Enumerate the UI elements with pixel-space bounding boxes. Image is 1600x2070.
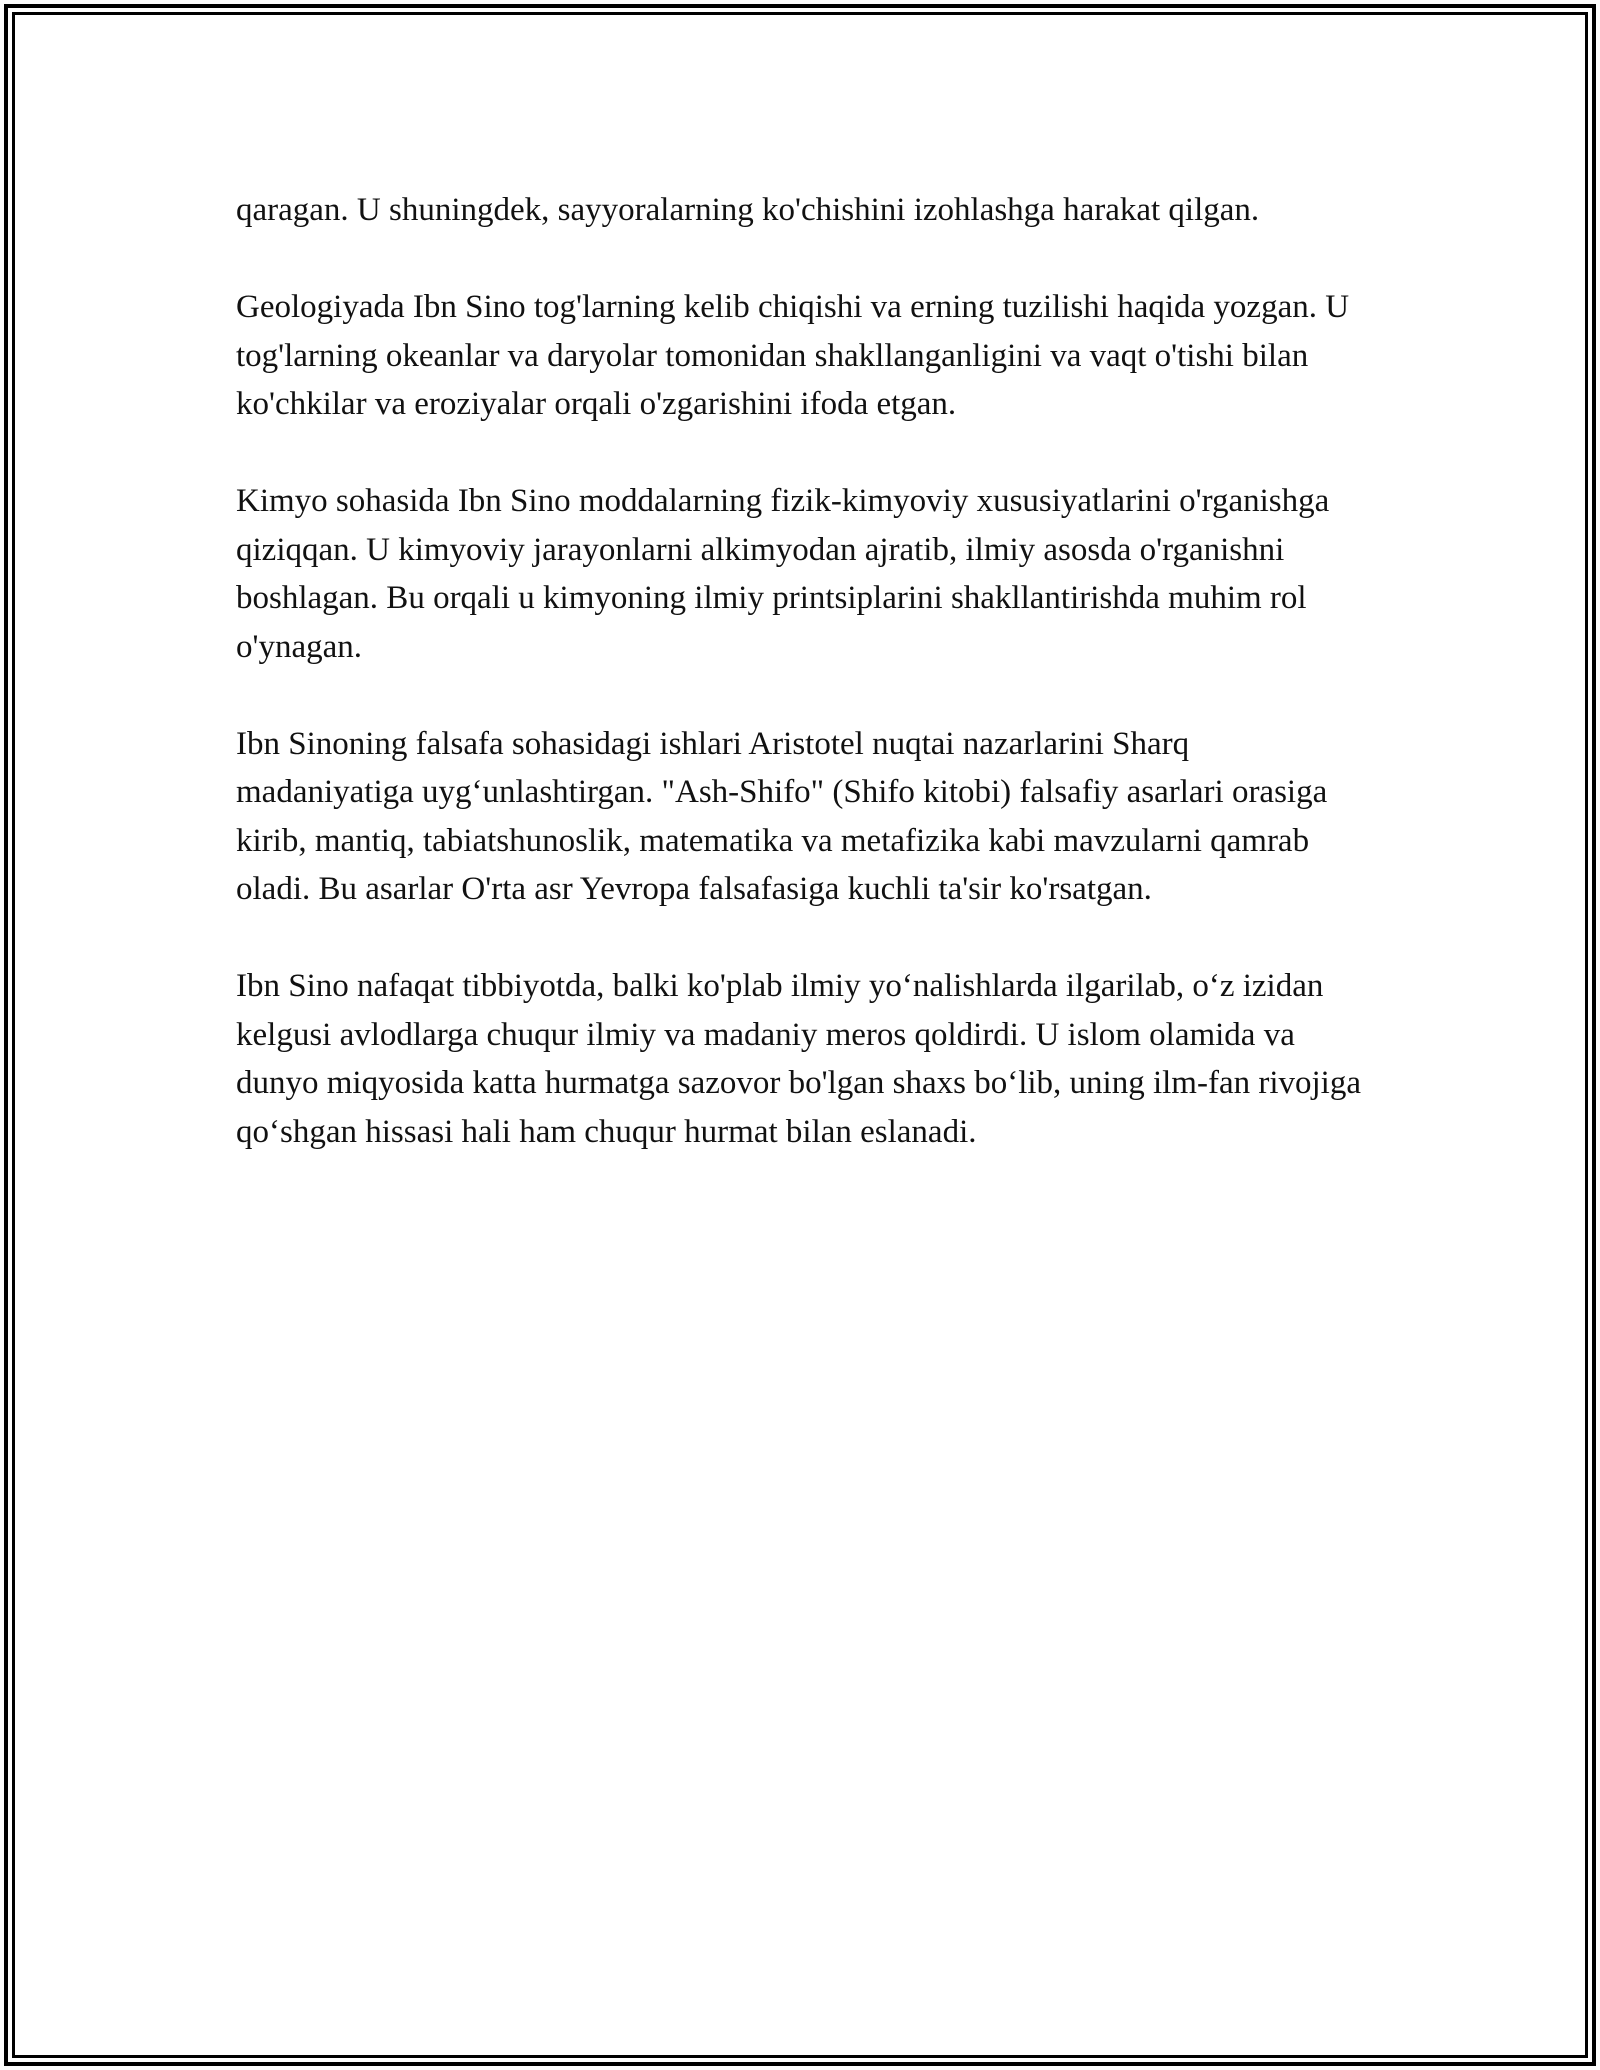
document-body — [236, 186, 1366, 1205]
paragraph-legacy: Ibn Sino nafaqat tibbiyotda, balki ko'plab ilmiy yo‘nalishlarda ilgarilab, o‘z izidan kelgusi avlodlarga chuqur ilmiy va madaniy meros qoldirdi. U islom olamida va dunyo miqyosida katta hurmatga sazovor bo'lgan shaxs bo‘lib, uning ilm-fan rivojiga qo‘shgan hissasi hali ham chuqur hurmat bilan eslanadi. — [236, 968, 1361, 1150]
paragraph-geology: Geologiyada Ibn Sino tog'larning kelib chiqishi va erning tuzilishi haqida yozgan. U tog'larning okeanlar va daryolar tomonidan shakllanganligini va vaqt o'tishi bilan ko'chkilar va eroziyalar orqali o'zgarishini ifoda etgan. — [236, 289, 1350, 422]
paragraph-astronomy-end: qaragan. U shuningdek, sayyoralarning ko'chishini izohlashga harakat qilgan. — [236, 192, 1260, 228]
paragraph-chemistry: Kimyo sohasida Ibn Sino moddalarning fizik-kimyoviy xususiyatlarini o'rganishga qiziqqan. U kimyoviy jarayonlarni alkimyodan ajratib, ilmiy asosda o'rganishni boshlagan. Bu orqali u kimyoning ilmiy printsiplarini shakllantirishda muhim rol o'ynagan. — [236, 483, 1330, 665]
paragraph-philosophy: Ibn Sinoning falsafa sohasidagi ishlari Aristotel nuqtai nazarlarini Sharq madaniyatiga uyg‘unlashtirgan. "Ash-Shifo" (Shifo kitobi) falsafiy asarlari orasiga kirib, mantiq, tabiatshunoslik, matematika va metafizika kabi mavzularni qamrab oladi. Bu asarlar O'rta asr Yevropa falsafasiga kuchli ta'sir ko'rsatgan. — [236, 725, 1328, 907]
